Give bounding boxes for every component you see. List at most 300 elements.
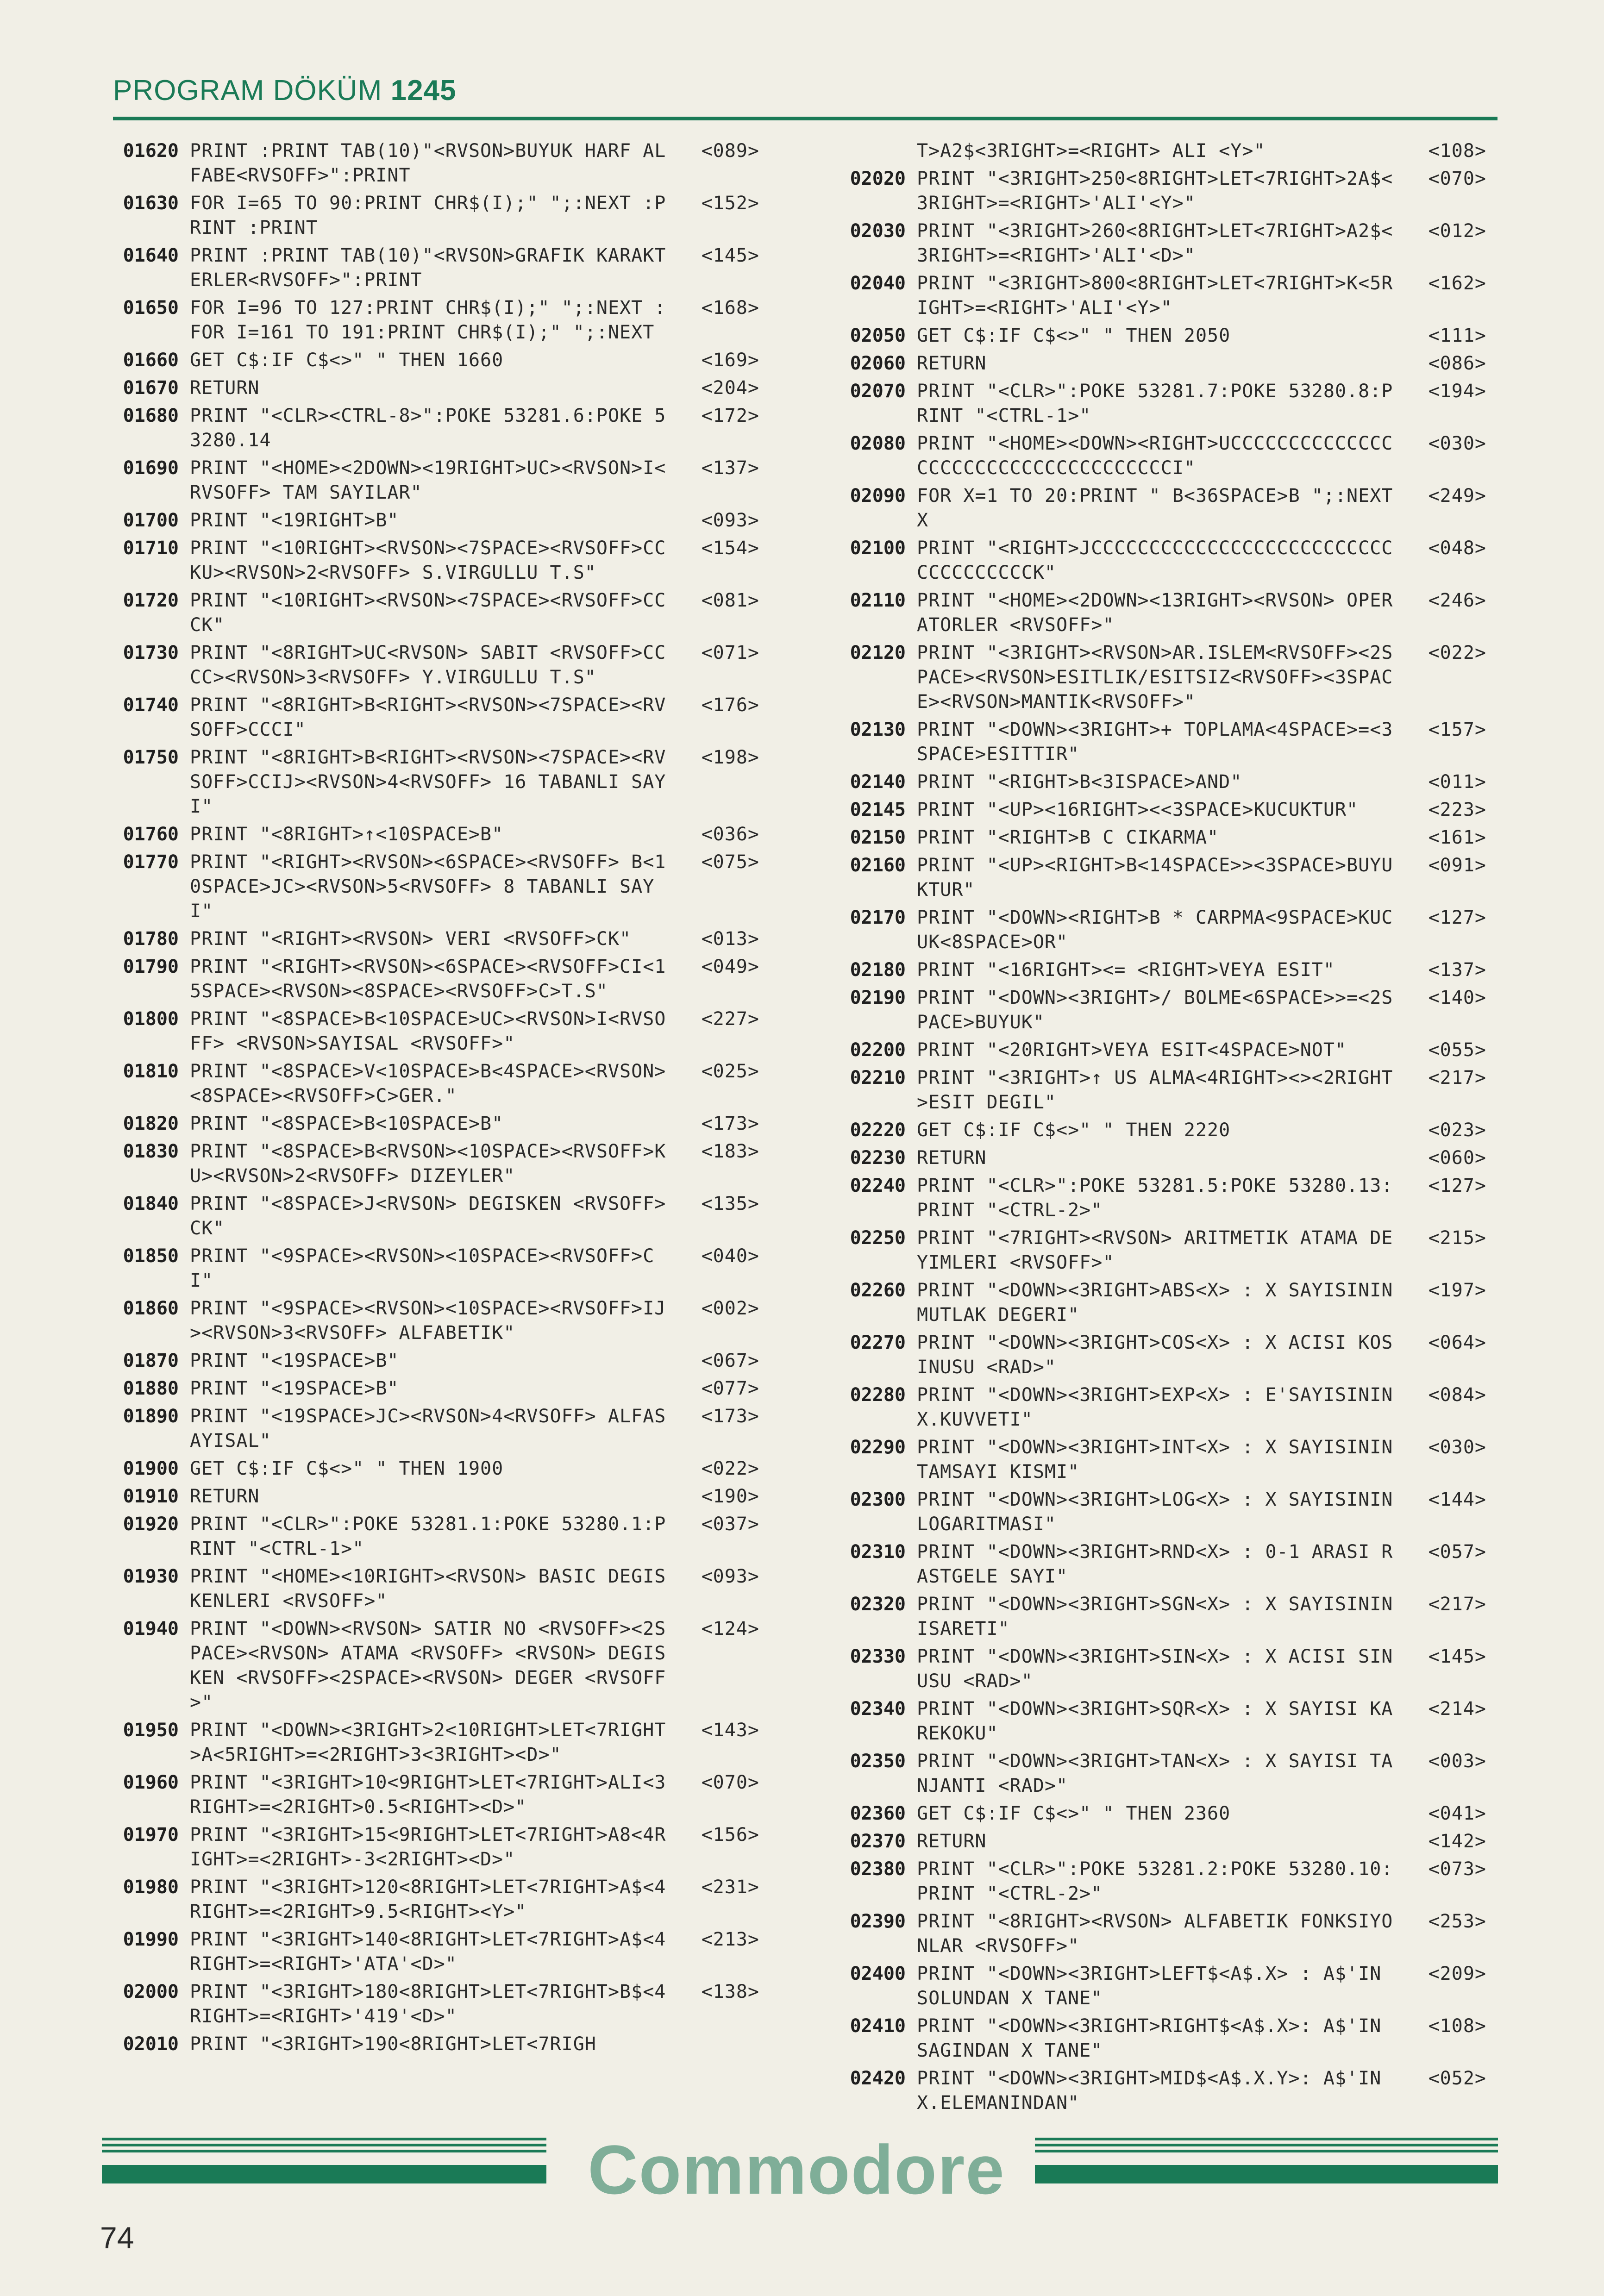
listing-line xyxy=(829,1066,1486,1115)
line-number: 01660 xyxy=(123,350,179,371)
code-text: PRINT "<3RIGHT>260<8RIGHT>LET<7RIGHT>A2$<3RIGHT>=<RIGHT>'ALI'<D>" xyxy=(917,220,1393,266)
listing-line xyxy=(829,2014,1486,2063)
line-number: 02330 xyxy=(850,1646,906,1667)
listing-line xyxy=(102,1927,759,1977)
code-text: PRINT "<HOME><10RIGHT><RVSON> BASIC DEGISKENLERI <RVSOFF>" xyxy=(190,1566,666,1612)
line-number: 01720 xyxy=(123,590,179,611)
checksum: <124> xyxy=(701,1618,759,1639)
line-number: 02080 xyxy=(850,433,906,454)
line-number: 02350 xyxy=(850,1751,906,1772)
checksum: <246> xyxy=(1428,590,1486,611)
listing-line xyxy=(829,1226,1486,1275)
checksum: <194> xyxy=(1428,381,1486,402)
listing-line xyxy=(829,718,1486,767)
checksum: <108> xyxy=(1428,140,1486,162)
code-text: PRINT "<RIGHT>B C CIKARMA" xyxy=(917,827,1219,848)
line-number: 02380 xyxy=(850,1858,906,1880)
header-rule xyxy=(113,117,1497,120)
checksum: <067> xyxy=(701,1350,759,1371)
checksum: <048> xyxy=(1428,538,1486,559)
checksum: <137> xyxy=(1428,959,1486,981)
line-number: 01740 xyxy=(123,694,179,716)
checksum: <091> xyxy=(1428,855,1486,876)
code-text: PRINT "<8RIGHT>UC<RVSON> SABIT <RVSOFF>CCCC><RVSON>3<RVSOFF> Y.VIRGULLU T.S" xyxy=(190,642,666,688)
checksum: <223> xyxy=(1428,799,1486,820)
listing-line xyxy=(102,1296,759,1345)
listing-line xyxy=(829,1278,1486,1327)
code-text: PRINT "<9SPACE><RVSON><10SPACE><RVSOFF>IJ><RVSON>3<RVSOFF> ALFABETIK" xyxy=(190,1298,666,1344)
line-number: 02420 xyxy=(850,2068,906,2089)
code-text: PRINT "<8RIGHT>↑<10SPACE>B" xyxy=(190,824,504,845)
listing-line xyxy=(102,1980,759,2029)
code-text: PRINT "<8RIGHT><RVSON> ALFABETIK FONKSIYONLAR <RVSOFF>" xyxy=(917,1911,1393,1957)
listing-line xyxy=(829,1435,1486,1484)
code-text: PRINT :PRINT TAB(10)"<RVSON>BUYUK HARF ALFABE<RVSOFF>":PRINT xyxy=(190,140,666,186)
checksum: <140> xyxy=(1428,987,1486,1008)
code-text: PRINT "<3RIGHT>120<8RIGHT>LET<7RIGHT>A$<4RIGHT>=<2RIGHT>9.5<RIGHT><Y>" xyxy=(190,1877,666,1922)
checksum: <227> xyxy=(701,1008,759,1030)
checksum: <253> xyxy=(1428,1911,1486,1932)
code-text: RETURN xyxy=(917,353,987,374)
code-text: RETURN xyxy=(917,1831,987,1852)
listing-line xyxy=(102,1244,759,1293)
listing-line xyxy=(102,955,759,1004)
listing-line xyxy=(829,536,1486,585)
code-text: PRINT "<DOWN><3RIGHT>2<10RIGHT>LET<7RIGHT>A<5RIGHT>=<2RIGHT>3<3RIGHT><D>" xyxy=(190,1720,666,1765)
line-number: 02110 xyxy=(850,590,906,611)
line-number: 02070 xyxy=(850,381,906,402)
listing-line xyxy=(829,1118,1486,1143)
code-text: PRINT "<CLR>":POKE 53281.7:POKE 53280.8:PRINT "<CTRL-1>" xyxy=(917,381,1393,426)
listing-line xyxy=(102,1512,759,1561)
line-number: 02190 xyxy=(850,987,906,1008)
checksum: <108> xyxy=(1428,2015,1486,2037)
line-number: 01850 xyxy=(123,1245,179,1267)
code-text: PRINT "<8RIGHT>B<RIGHT><RVSON><7SPACE><RVSOFF>CCIJ><RVSON>4<RVSOFF> 16 TABANLI SAYI" xyxy=(190,747,666,817)
line-number: 02090 xyxy=(850,485,906,507)
line-number: 02140 xyxy=(850,771,906,793)
code-text: GET C$:IF C$<>" " THEN 1660 xyxy=(190,350,504,371)
line-number: 01990 xyxy=(123,1929,179,1950)
listing-line xyxy=(102,1484,759,1509)
line-number: 01790 xyxy=(123,956,179,977)
checksum: <138> xyxy=(701,1981,759,2002)
checksum: <052> xyxy=(1428,2068,1486,2089)
checksum: <070> xyxy=(1428,168,1486,189)
checksum: <249> xyxy=(1428,485,1486,507)
line-number: 02180 xyxy=(850,959,906,981)
listing-line xyxy=(829,1383,1486,1432)
code-text: PRINT "<DOWN><3RIGHT>EXP<X> : E'SAYISININ X.KUVVETI" xyxy=(917,1384,1405,1430)
listing-line xyxy=(829,798,1486,822)
listing-line xyxy=(829,1697,1486,1746)
code-text: PRINT "<8RIGHT>B<RIGHT><RVSON><7SPACE><RVSOFF>CCCI" xyxy=(190,694,666,740)
code-text: PRINT "<10RIGHT><RVSON><7SPACE><RVSOFF>CCKU><RVSON>2<RVSOFF> S.VIRGULLU T.S" xyxy=(190,538,666,583)
footer-stripes-right xyxy=(1035,2138,1498,2155)
footer-stripes-left xyxy=(102,2138,546,2155)
checksum: <055> xyxy=(1428,1039,1486,1061)
line-number: 01630 xyxy=(123,193,179,214)
listing-line xyxy=(829,641,1486,714)
listing-line xyxy=(102,456,759,505)
listing-line xyxy=(829,324,1486,348)
line-number: 01870 xyxy=(123,1350,179,1371)
code-text: GET C$:IF C$<>" " THEN 2360 xyxy=(917,1803,1231,1824)
checksum: <213> xyxy=(701,1929,759,1950)
listing-line xyxy=(102,1823,759,1872)
line-number: 02200 xyxy=(850,1039,906,1061)
listing-line xyxy=(102,1718,759,1767)
line-number: 01860 xyxy=(123,1298,179,1319)
line-number: 01940 xyxy=(123,1618,179,1639)
checksum: <084> xyxy=(1428,1384,1486,1406)
checksum: <057> xyxy=(1428,1541,1486,1563)
code-text: RETURN xyxy=(190,1486,260,1507)
line-number: 01780 xyxy=(123,928,179,950)
checksum: <172> xyxy=(701,405,759,426)
code-text: PRINT "<DOWN><3RIGHT>SGN<X> : X SAYISININ ISARETI" xyxy=(917,1594,1405,1639)
checksum: <215> xyxy=(1428,1227,1486,1249)
checksum: <143> xyxy=(701,1720,759,1741)
code-text: PRINT "<DOWN><3RIGHT>RIGHT$<A$.X>: A$'IN SAGINDAN X TANE" xyxy=(917,2015,1393,2061)
listing-line xyxy=(102,1139,759,1189)
checksum: <075> xyxy=(701,851,759,873)
line-number: 01750 xyxy=(123,747,179,768)
code-text: PRINT "<DOWN><3RIGHT>MID$<A$.X.Y>: A$'IN X.ELEMANINDAN" xyxy=(917,2068,1393,2114)
listing-line xyxy=(102,2032,759,2057)
listing-line xyxy=(102,508,759,533)
listing-line xyxy=(829,271,1486,320)
code-text: PRINT "<DOWN><RVSON> SATIR NO <RVSOFF><2SPACE><RVSON> ATAMA <RVSOFF> <RVSON> DEGISKEN <RVSOFF><2SPACE><RVSON> DEGER <RVSOFF>" xyxy=(190,1618,666,1713)
checksum: <089> xyxy=(701,140,759,162)
checksum: <070> xyxy=(701,1772,759,1793)
checksum: <135> xyxy=(701,1193,759,1214)
checksum: <204> xyxy=(701,377,759,399)
line-number: 02060 xyxy=(850,353,906,374)
checksum: <011> xyxy=(1428,771,1486,793)
checksum: <003> xyxy=(1428,1751,1486,1772)
code-text: PRINT "<RIGHT>JCCCCCCCCCCCCCCCCCCCCCCCCCCCCCCCCCCCCK" xyxy=(917,538,1393,583)
code-text: PRINT "<19RIGHT>B" xyxy=(190,510,399,531)
listing-line xyxy=(829,1038,1486,1063)
checksum: <231> xyxy=(701,1877,759,1898)
listing-line xyxy=(102,1875,759,1924)
listing-column-right xyxy=(829,139,1486,2119)
line-number: 02370 xyxy=(850,1831,906,1852)
checksum: <173> xyxy=(701,1113,759,1134)
listing-line xyxy=(829,167,1486,216)
checksum: <127> xyxy=(1428,1175,1486,1196)
line-number: 01920 xyxy=(123,1514,179,1535)
listing-line xyxy=(829,139,1486,163)
checksum: <073> xyxy=(1428,1858,1486,1880)
listing-line xyxy=(829,219,1486,268)
page-header-title: PROGRAM DÖKÜM xyxy=(113,75,382,106)
code-text: PRINT "<16RIGHT><= <RIGHT>VEYA ESIT" xyxy=(917,959,1335,981)
page-number: 74 xyxy=(100,2221,134,2255)
line-number: 02300 xyxy=(850,1489,906,1510)
code-text: PRINT :PRINT TAB(10)"<RVSON>GRAFIK KARAKTERLER<RVSOFF>":PRINT xyxy=(190,245,666,291)
checksum: <060> xyxy=(1428,1147,1486,1169)
checksum: <023> xyxy=(1428,1120,1486,1141)
listing-line xyxy=(102,1376,759,1401)
code-text: PRINT "<RIGHT><RVSON><6SPACE><RVSOFF> B<10SPACE>JC><RVSON>5<RVSOFF> 8 TABANLI SAYI" xyxy=(190,851,666,922)
listing-line xyxy=(829,588,1486,638)
checksum: <144> xyxy=(1428,1489,1486,1510)
listing-line xyxy=(102,641,759,690)
line-number: 01640 xyxy=(123,245,179,266)
code-text: PRINT "<HOME><2DOWN><13RIGHT><RVSON> OPERATORLER <RVSOFF>" xyxy=(917,590,1393,636)
listing-line xyxy=(829,1331,1486,1380)
listing-line xyxy=(102,693,759,742)
listing-line xyxy=(102,1349,759,1373)
code-text: PRINT "<DOWN><3RIGHT>INT<X> : X SAYISININ TAMSAYI KISMI" xyxy=(917,1437,1405,1483)
line-number: 01960 xyxy=(123,1772,179,1793)
code-text: PRINT "<HOME><DOWN><RIGHT>UCCCCCCCCCCCCCCCCCCCCCCCCCCCCCCCCCCCCI" xyxy=(917,433,1393,479)
listing-line xyxy=(102,745,759,819)
listing-line xyxy=(102,1564,759,1614)
checksum: <176> xyxy=(701,694,759,716)
checksum: <145> xyxy=(701,245,759,266)
brand-logo: Commodore xyxy=(588,2131,1005,2208)
line-number: 02260 xyxy=(850,1280,906,1301)
listing-line xyxy=(829,1909,1486,1958)
checksum: <197> xyxy=(1428,1280,1486,1301)
line-number: 02030 xyxy=(850,220,906,242)
listing-line xyxy=(102,1112,759,1136)
line-number: 02040 xyxy=(850,273,906,294)
listing-line xyxy=(829,2066,1486,2115)
line-number: 02000 xyxy=(123,1981,179,2002)
code-text: PRINT "<19SPACE>B" xyxy=(190,1350,399,1371)
checksum: <022> xyxy=(1428,642,1486,663)
line-number: 02320 xyxy=(850,1594,906,1615)
checksum: <127> xyxy=(1428,907,1486,928)
checksum: <077> xyxy=(701,1378,759,1399)
code-text: PRINT "<3RIGHT>800<8RIGHT>LET<7RIGHT>K<5RIGHT>=<RIGHT>'ALI'<Y>" xyxy=(917,273,1393,319)
listing-line xyxy=(102,296,759,345)
line-number: 02130 xyxy=(850,719,906,740)
line-number: 01970 xyxy=(123,1824,179,1846)
line-number: 01840 xyxy=(123,1193,179,1214)
code-text: PRINT "<DOWN><3RIGHT>RND<X> : 0-1 ARASI RASTGELE SAYI" xyxy=(917,1541,1393,1587)
code-text: GET C$:IF C$<>" " THEN 2050 xyxy=(917,325,1231,346)
code-text: PRINT "<3RIGHT>10<9RIGHT>LET<7RIGHT>ALI<3RIGHT>=<2RIGHT>0.5<RIGHT><D>" xyxy=(190,1772,666,1818)
code-text: PRINT "<DOWN><3RIGHT>+ TOPLAMA<4SPACE>=<3SPACE>ESITTIR" xyxy=(917,719,1393,765)
line-number: 01670 xyxy=(123,377,179,399)
code-text: PRINT "<3RIGHT>190<8RIGHT>LET<7RIGH xyxy=(190,2033,596,2055)
listing-line xyxy=(829,1829,1486,1854)
code-text: PRINT "<DOWN><3RIGHT>/ BOLME<6SPACE>>=<2SPACE>BUYUK" xyxy=(917,987,1393,1033)
footer-bar-right xyxy=(1035,2165,1498,2183)
line-number: 02390 xyxy=(850,1911,906,1932)
line-number: 01680 xyxy=(123,405,179,426)
checksum: <217> xyxy=(1428,1594,1486,1615)
listing-line xyxy=(102,822,759,847)
checksum: <037> xyxy=(701,1514,759,1535)
checksum: <036> xyxy=(701,824,759,845)
listing-line xyxy=(102,139,759,188)
listing-line xyxy=(102,1007,759,1056)
checksum: <013> xyxy=(701,928,759,950)
line-number xyxy=(829,139,912,163)
line-number: 01800 xyxy=(123,1008,179,1030)
checksum: <154> xyxy=(701,538,759,559)
checksum: <183> xyxy=(701,1141,759,1162)
code-text: PRINT "<HOME><2DOWN><19RIGHT>UC><RVSON>I<RVSOFF> TAM SAYILAR" xyxy=(190,457,666,503)
line-number: 01700 xyxy=(123,510,179,531)
checksum: <093> xyxy=(701,1566,759,1587)
listing-line xyxy=(829,1645,1486,1694)
checksum: <142> xyxy=(1428,1831,1486,1852)
code-text: PRINT "<RIGHT><RVSON> VERI <RVSOFF>CK" xyxy=(190,928,632,950)
listing-line xyxy=(829,1749,1486,1798)
listing-line xyxy=(829,986,1486,1035)
code-text: PRINT "<CLR><CTRL-8>":POKE 53281.6:POKE 53280.14 xyxy=(190,405,666,451)
code-text: PRINT "<RIGHT><RVSON><6SPACE><RVSOFF>CI<15SPACE><RVSON><8SPACE><RVSOFF>C>T.S" xyxy=(190,956,666,1002)
code-text: PRINT "<8SPACE>J<RVSON> DEGISKEN <RVSOFF>CK" xyxy=(190,1193,666,1239)
code-text: FOR I=96 TO 127:PRINT CHR$(I);" ";:NEXT :FOR I=161 TO 191:PRINT CHR$(I);" ";:NEXT xyxy=(190,297,666,343)
line-number: 01950 xyxy=(123,1720,179,1741)
line-number: 01820 xyxy=(123,1113,179,1134)
checksum: <111> xyxy=(1428,325,1486,346)
line-number: 02100 xyxy=(850,538,906,559)
listing-line xyxy=(829,906,1486,955)
line-number: 02210 xyxy=(850,1067,906,1089)
line-number: 01690 xyxy=(123,457,179,479)
line-number: 02010 xyxy=(123,2033,179,2055)
line-number: 02145 xyxy=(850,799,906,820)
code-text: GET C$:IF C$<>" " THEN 2220 xyxy=(917,1120,1231,1141)
code-text: PRINT "<3RIGHT>↑ US ALMA<4RIGHT><><2RIGHT>ESIT DEGIL" xyxy=(917,1067,1393,1113)
listing-line xyxy=(829,379,1486,428)
checksum: <137> xyxy=(701,457,759,479)
code-text: PRINT "<3RIGHT>250<8RIGHT>LET<7RIGHT>2A$<3RIGHT>=<RIGHT>'ALI'<Y>" xyxy=(917,168,1393,214)
checksum: <161> xyxy=(1428,827,1486,848)
code-text: PRINT "<DOWN><3RIGHT>COS<X> : X ACISI KOSINUSU <RAD>" xyxy=(917,1332,1393,1378)
listing-line xyxy=(102,927,759,951)
checksum: <030> xyxy=(1428,1437,1486,1458)
line-number: 02270 xyxy=(850,1332,906,1353)
checksum: <071> xyxy=(701,642,759,663)
code-text: FOR I=65 TO 90:PRINT CHR$(I);" ";:NEXT :PRINT :PRINT xyxy=(190,193,666,238)
checksum: <217> xyxy=(1428,1067,1486,1089)
code-text: PRINT "<CLR>":POKE 53281.5:POKE 53280.13:PRINT "<CTRL-2>" xyxy=(917,1175,1393,1221)
code-text: GET C$:IF C$<>" " THEN 1900 xyxy=(190,1458,504,1479)
listing-line xyxy=(102,348,759,373)
line-number: 02050 xyxy=(850,325,906,346)
line-number: 02220 xyxy=(850,1120,906,1141)
listing-line xyxy=(829,351,1486,376)
code-text: PRINT "<20RIGHT>VEYA ESIT<4SPACE>NOT" xyxy=(917,1039,1347,1061)
code-text: PRINT "<3RIGHT>15<9RIGHT>LET<7RIGHT>A8<4RIGHT>=<2RIGHT>-3<2RIGHT><D>" xyxy=(190,1824,666,1870)
listing-line xyxy=(102,244,759,293)
listing-line xyxy=(829,958,1486,982)
line-number: 01650 xyxy=(123,297,179,319)
checksum: <169> xyxy=(701,350,759,371)
code-text: PRINT "<9SPACE><RVSON><10SPACE><RVSOFF>CI" xyxy=(190,1245,655,1291)
listing-line xyxy=(102,588,759,638)
listing-line xyxy=(102,850,759,924)
checksum: <049> xyxy=(701,956,759,977)
code-text: PRINT "<19SPACE>JC><RVSON>4<RVSOFF> ALFASAYISAL" xyxy=(190,1406,666,1451)
code-text: PRINT "<UP><16RIGHT><<3SPACE>KUCUKTUR" xyxy=(917,799,1359,820)
code-text: PRINT "<DOWN><3RIGHT>SIN<X> : X ACISI SINUSU <RAD>" xyxy=(917,1646,1393,1692)
line-number: 01730 xyxy=(123,642,179,663)
checksum: <214> xyxy=(1428,1698,1486,1720)
listing-line xyxy=(102,1457,759,1481)
checksum: <145> xyxy=(1428,1646,1486,1667)
checksum: <081> xyxy=(701,590,759,611)
line-number: 02150 xyxy=(850,827,906,848)
line-number: 01980 xyxy=(123,1877,179,1898)
code-text: PRINT "<3RIGHT>140<8RIGHT>LET<7RIGHT>A$<4RIGHT>=<RIGHT>'ATA'<D>" xyxy=(190,1929,666,1975)
line-number: 02360 xyxy=(850,1803,906,1824)
line-number: 01910 xyxy=(123,1486,179,1507)
line-number: 01810 xyxy=(123,1061,179,1082)
checksum: <157> xyxy=(1428,719,1486,740)
listing-line xyxy=(102,1770,759,1820)
checksum: <093> xyxy=(701,510,759,531)
listing-line xyxy=(829,1540,1486,1589)
page-header-number: 1245 xyxy=(390,75,457,106)
checksum: <086> xyxy=(1428,353,1486,374)
listing-line xyxy=(829,853,1486,902)
checksum: <152> xyxy=(701,193,759,214)
checksum: <012> xyxy=(1428,220,1486,242)
code-text: PRINT "<DOWN><3RIGHT>SQR<X> : X SAYISI KAREKOKU" xyxy=(917,1698,1393,1744)
code-text: PRINT "<7RIGHT><RVSON> ARITMETIK ATAMA DEYIMLERI <RVSOFF>" xyxy=(917,1227,1393,1273)
line-number: 01620 xyxy=(123,140,179,162)
listing-line xyxy=(829,1174,1486,1223)
listing-line xyxy=(829,770,1486,795)
listing-line xyxy=(102,376,759,400)
checksum: <198> xyxy=(701,747,759,768)
line-number: 01760 xyxy=(123,824,179,845)
line-number: 02340 xyxy=(850,1698,906,1720)
code-text: PRINT "<19SPACE>B" xyxy=(190,1378,399,1399)
listing-line xyxy=(102,1192,759,1241)
code-text: PRINT "<DOWN><RIGHT>B * CARPMA<9SPACE>KUCUK<8SPACE>OR" xyxy=(917,907,1393,953)
checksum: <030> xyxy=(1428,433,1486,454)
code-text: PRINT "<8SPACE>B<10SPACE>UC><RVSON>I<RVSOFF> <RVSON>SAYISAL <RVSOFF>" xyxy=(190,1008,666,1054)
listing-line xyxy=(829,1488,1486,1537)
line-number: 02020 xyxy=(850,168,906,189)
listing-line xyxy=(829,432,1486,481)
checksum: <156> xyxy=(701,1824,759,1846)
line-number: 02280 xyxy=(850,1384,906,1406)
line-number: 02250 xyxy=(850,1227,906,1249)
checksum: <168> xyxy=(701,297,759,319)
line-number: 01880 xyxy=(123,1378,179,1399)
code-text: PRINT "<10RIGHT><RVSON><7SPACE><RVSOFF>CCCK" xyxy=(190,590,666,636)
line-number: 02230 xyxy=(850,1147,906,1169)
listing-line xyxy=(102,191,759,240)
checksum: <025> xyxy=(701,1061,759,1082)
line-number: 01830 xyxy=(123,1141,179,1162)
code-text: T>A2$<3RIGHT>=<RIGHT> ALI <Y>" xyxy=(917,140,1266,162)
code-text: PRINT "<DOWN><3RIGHT>ABS<X> : X SAYISININ MUTLAK DEGERI" xyxy=(917,1280,1405,1326)
code-text: FOR X=1 TO 20:PRINT " B<36SPACE>B ";:NEXT X xyxy=(917,485,1405,531)
listing-line xyxy=(102,1059,759,1108)
listing-line xyxy=(829,1146,1486,1170)
checksum: <173> xyxy=(701,1406,759,1427)
checksum: <190> xyxy=(701,1486,759,1507)
code-text: RETURN xyxy=(917,1147,987,1169)
code-text: PRINT "<DOWN><3RIGHT>LEFT$<A$.X> : A$'IN SOLUNDAN X TANE" xyxy=(917,1963,1393,2009)
listing-line xyxy=(829,1592,1486,1641)
code-text: PRINT "<8SPACE>B<RVSON><10SPACE><RVSOFF>KU><RVSON>2<RVSOFF> DIZEYLER" xyxy=(190,1141,666,1187)
